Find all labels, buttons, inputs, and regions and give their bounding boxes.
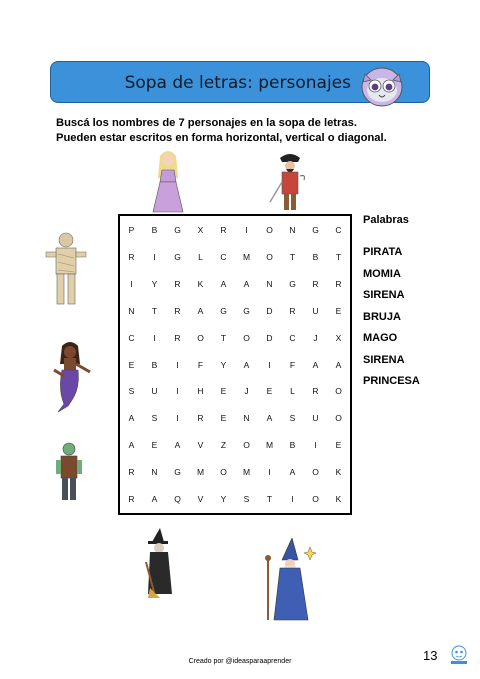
grid-row [120, 217, 350, 244]
word-bruja: BRUJA [363, 311, 401, 323]
grid-cell: A [128, 413, 135, 424]
grid-cell: N [151, 467, 158, 478]
princess-icon [150, 148, 186, 214]
grid-cell: R [197, 413, 204, 424]
grid-cell: G [243, 305, 250, 316]
grid-cell: R [174, 278, 181, 289]
grid-cell: T [266, 494, 273, 504]
grid-cell: Y [220, 359, 227, 370]
word-princesa: PRINCESA [363, 375, 420, 387]
grid-cell: I [314, 440, 317, 451]
instructions [56, 116, 387, 145]
grid-cell: V [197, 494, 204, 504]
wizard-icon [258, 538, 322, 622]
grid-cell: Q [174, 494, 181, 504]
grid-row [120, 432, 350, 459]
grid-cell: N [128, 305, 135, 316]
word-sirena-2: SIRENA [363, 354, 405, 366]
grid-cell: M [242, 251, 251, 262]
grid-cell: O [312, 467, 319, 478]
grid-cell: M [265, 440, 274, 451]
grid-row [120, 378, 350, 405]
grid-cell: O [335, 413, 342, 424]
grid-cell: E [335, 440, 342, 451]
grid-cell: R [174, 305, 181, 316]
grid-cell: J [244, 386, 249, 397]
grid-cell: B [151, 359, 158, 370]
grid-cell: V [197, 440, 204, 451]
grid-cell: S [289, 413, 296, 424]
grid-cell: B [151, 225, 158, 235]
grid-cell: E [266, 386, 273, 397]
grid-cell: K [335, 494, 342, 504]
grid-cell: A [312, 359, 319, 370]
grid-cell: I [130, 278, 133, 289]
grid-cell: I [176, 359, 179, 370]
grid-cell: K [335, 467, 342, 478]
witch-icon [138, 528, 178, 600]
grid-cell: A [335, 359, 342, 370]
grid-cell: E [335, 305, 342, 316]
mermaid-icon [50, 340, 94, 414]
owl-mascot-icon [359, 64, 405, 108]
grid-cell: E [128, 359, 135, 370]
ideas-para-aprender-logo [448, 644, 470, 666]
grid-cell: R [174, 332, 181, 343]
grid-cell: G [312, 225, 319, 235]
pirate-icon [266, 152, 314, 214]
grid-cell: I [245, 225, 248, 235]
mummy-icon [44, 230, 88, 308]
grid-cell: O [243, 332, 250, 343]
grid-cell: A [289, 467, 296, 478]
grid-cell: O [266, 251, 273, 262]
grid-cell: L [198, 251, 203, 262]
grid-cell: G [174, 225, 181, 235]
grid-cell: O [197, 332, 204, 343]
grid-cell: R [220, 225, 227, 235]
grid-cell: Y [151, 278, 158, 289]
grid-cell: T [220, 332, 227, 343]
grid-cell: H [197, 386, 204, 397]
word-mago: MAGO [363, 332, 398, 344]
grid-cell: A [151, 494, 158, 504]
grid-cell: T [335, 251, 342, 262]
grid-cell: U [312, 305, 319, 316]
grid-row [120, 271, 350, 298]
grid-cell: S [151, 413, 158, 424]
grid-cell: B [312, 251, 319, 262]
footer-credit: Creado por @ideasparaaprender [188, 658, 292, 665]
grid-cell: R [312, 386, 319, 397]
grid-cell: M [242, 467, 251, 478]
grid-cell: A [243, 278, 250, 289]
grid-cell: K [197, 278, 204, 289]
grid-cell: G [220, 305, 227, 316]
grid-cell: X [197, 225, 204, 235]
grid-cell: A [220, 278, 227, 289]
grid-cell: U [312, 413, 319, 424]
grid-cell: R [335, 278, 342, 289]
page-number: 13 [423, 648, 438, 663]
words-title: Palabras [363, 214, 409, 226]
grid-cell: A [266, 413, 273, 424]
grid-cell: D [266, 305, 273, 316]
instruction-line-1: Buscá los nombres de 7 personajes en la sopa de letras. [56, 117, 357, 129]
grid-cell: A [128, 440, 135, 451]
grid-cell: R [128, 251, 135, 262]
grid-cell: G [174, 251, 181, 262]
grid-cell: A [243, 359, 250, 370]
grid-cell: R [128, 494, 135, 504]
grid-cell: E [220, 413, 227, 424]
grid-cell: C [220, 251, 227, 262]
grid-cell: U [151, 386, 158, 397]
word-pirata: PIRATA [363, 246, 403, 258]
grid-cell: I [291, 494, 294, 504]
grid-row [120, 298, 350, 325]
grid-cell: E [220, 386, 227, 397]
word-search-grid [118, 214, 352, 515]
grid-cell: F [289, 359, 296, 370]
grid-cell: I [153, 332, 156, 343]
grid-cell: I [176, 386, 179, 397]
grid-row [120, 459, 350, 486]
grid-cell: Z [220, 440, 227, 451]
grid-cell: G [289, 278, 296, 289]
word-sirena: SIRENA [363, 289, 405, 301]
grid-cell: C [128, 332, 135, 343]
grid-row [120, 244, 350, 271]
grid-cell: C [335, 225, 342, 235]
grid-cell: R [128, 467, 135, 478]
grid-cell: C [289, 332, 296, 343]
grid-cell: G [174, 467, 181, 478]
grid-row [120, 486, 350, 513]
grid-cell: A [174, 440, 181, 451]
grid-cell: R [312, 278, 319, 289]
grid-cell: I [176, 413, 179, 424]
grid-cell: O [220, 467, 227, 478]
page-title: Sopa de letras: personajes [124, 73, 351, 93]
grid-row [120, 352, 350, 379]
grid-cell: T [289, 251, 296, 262]
grid-cell: M [196, 467, 205, 478]
grid-cell: I [268, 467, 271, 478]
grid-cell: B [289, 440, 296, 451]
grid-cell: Y [220, 494, 227, 504]
grid-cell: T [151, 305, 158, 316]
grid-row [120, 405, 350, 432]
grid-cell: O [335, 386, 342, 397]
grid-cell: S [128, 386, 135, 397]
grid-cell: J [313, 332, 318, 343]
grid-cell: O [266, 225, 273, 235]
grid-cell: X [335, 332, 342, 343]
grid-cell: N [266, 278, 273, 289]
grid-cell: A [197, 305, 204, 316]
grid-cell: L [290, 386, 295, 397]
grid-cell: O [312, 494, 319, 504]
grid-cell: D [266, 332, 273, 343]
grid-cell: E [151, 440, 158, 451]
instruction-line-2: Pueden estar escritos en forma horizontal, vertical o diagonal. [56, 131, 387, 144]
grid-cell: N [243, 413, 250, 424]
grid-cell: F [197, 359, 204, 370]
grid-cell: S [243, 494, 250, 504]
grid-cell: I [268, 359, 271, 370]
zombie-icon [54, 440, 84, 504]
grid-row [120, 325, 350, 352]
grid-cell: N [289, 225, 296, 235]
grid-cell: R [289, 305, 296, 316]
grid-cell: O [243, 440, 250, 451]
grid-cell: P [128, 225, 135, 235]
word-momia: MOMIA [363, 268, 401, 280]
grid-cell: I [153, 251, 156, 262]
